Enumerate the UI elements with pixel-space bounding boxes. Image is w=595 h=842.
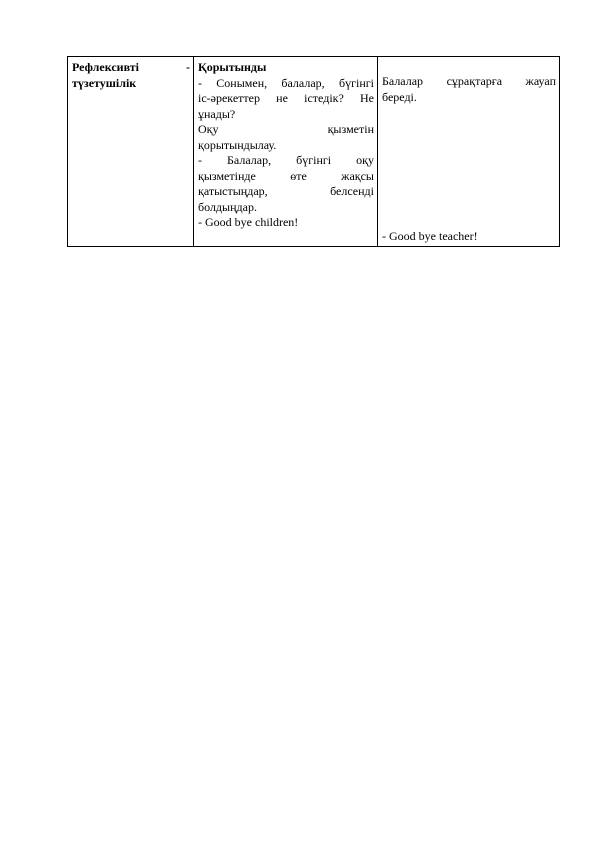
teacher-line: қатыстыңдар, белсенді [198, 184, 374, 198]
children-line: Балалар сұрақтарға жауап [382, 74, 556, 88]
stage-name-part1: Рефлексивті [72, 60, 139, 74]
teacher-line: - Сонымен, балалар, бүгінгі [198, 75, 374, 90]
teacher-line: қызметінде өте жақсы [198, 168, 374, 183]
lesson-plan-table [67, 56, 560, 247]
teacher-line: Оқу қызметін [198, 122, 374, 136]
stage-name-dash: - [186, 60, 190, 74]
teacher-line: қорытындылау. [198, 137, 277, 152]
stage-cell [68, 57, 194, 247]
stage-name-part2: түзетушілік [72, 75, 137, 90]
teacher-heading: Қорытынды [198, 60, 267, 74]
teacher-line: іс-әрекеттер не істедік? Не [198, 91, 374, 105]
teacher-line: болдыңдар. [198, 199, 257, 214]
teacher-farewell: - Good bye children! [198, 215, 299, 229]
teacher-line: - Балалар, бүгінгі оқу [198, 153, 374, 167]
teacher-activity-cell [194, 57, 378, 247]
children-farewell: - Good bye teacher! [382, 228, 478, 243]
children-activity-cell [378, 57, 560, 247]
table-row [68, 57, 560, 247]
children-line: береді. [382, 89, 417, 104]
teacher-line: ұнады? [198, 106, 236, 121]
